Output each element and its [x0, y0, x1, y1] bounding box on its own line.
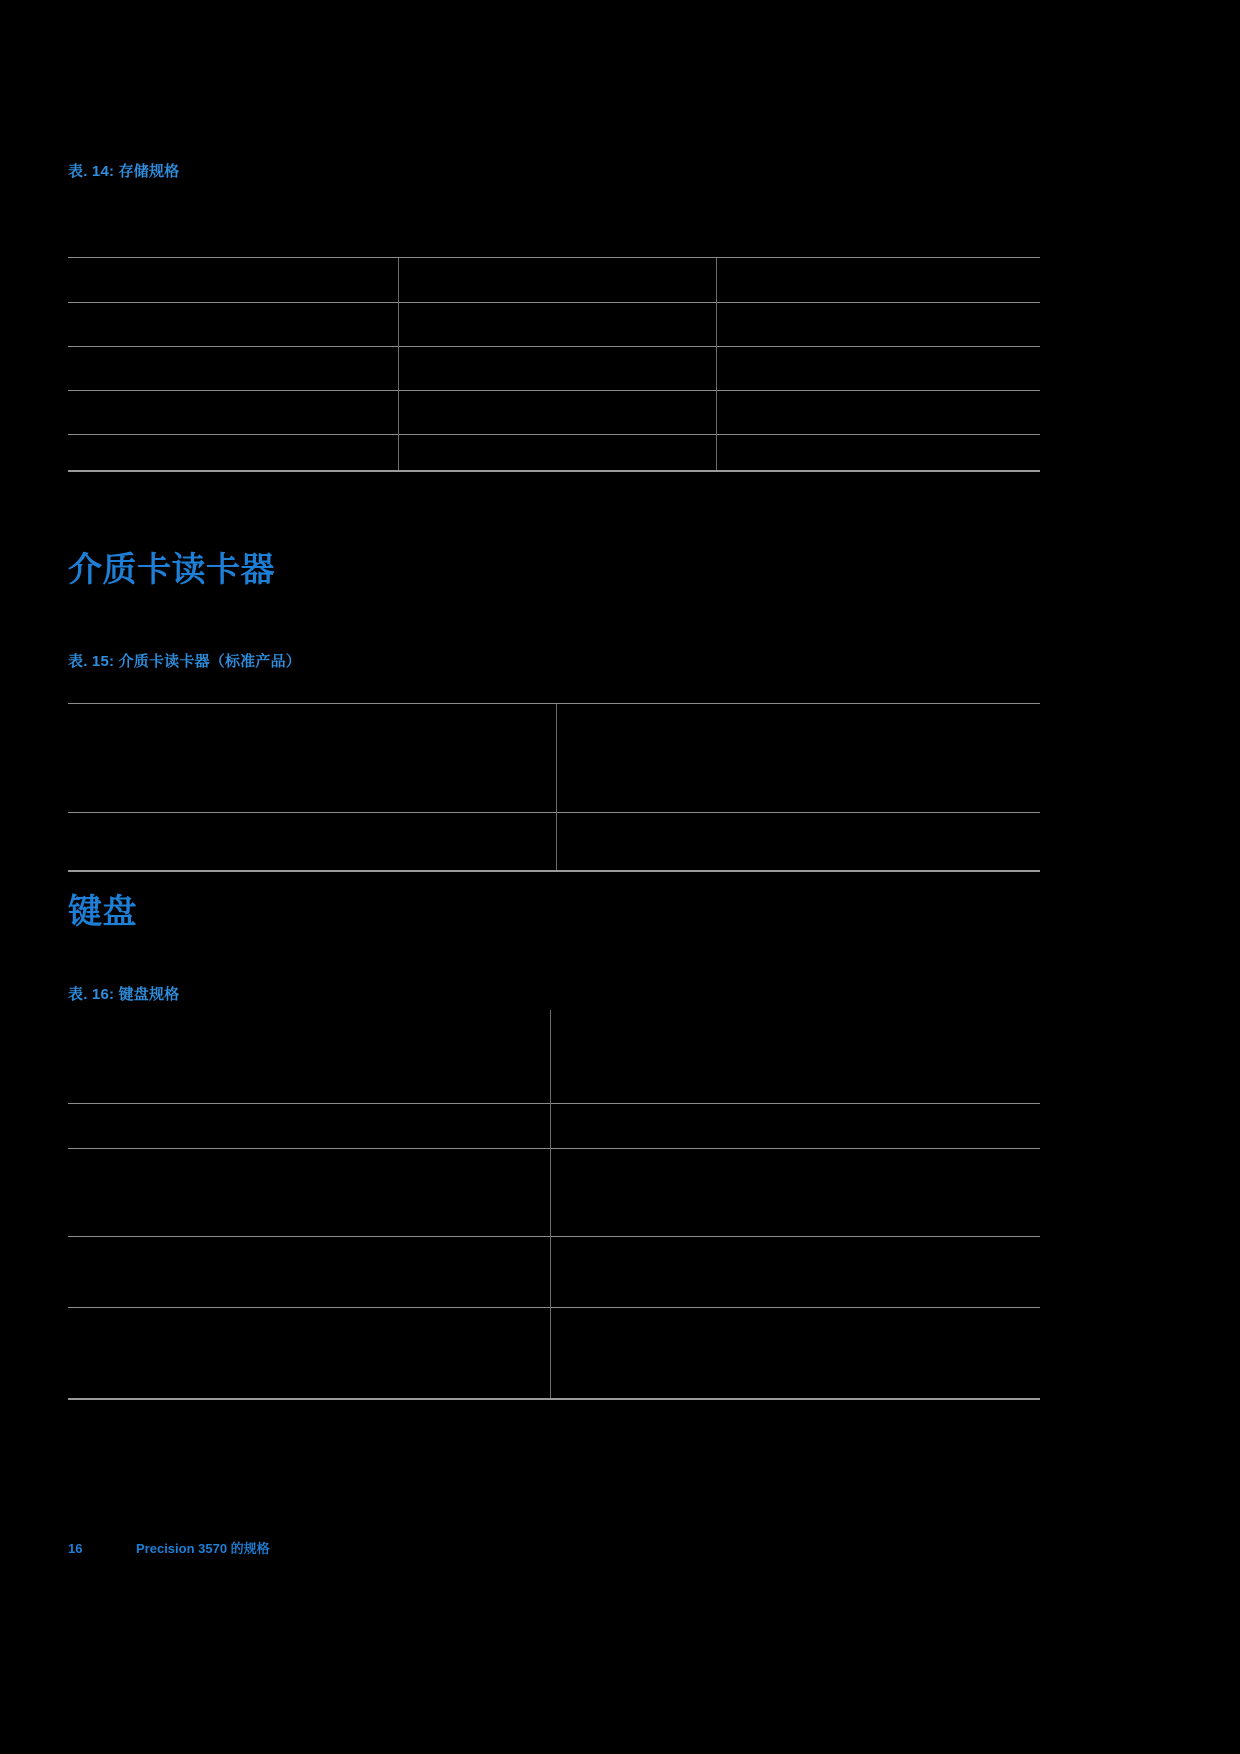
storage-table-rule [68, 434, 1040, 435]
keyboard-column-separator [550, 1010, 551, 1398]
storage-table-caption: 表. 14: 存储规格 [68, 163, 180, 180]
page-number: 16 [68, 1541, 83, 1556]
keyboard-heading: 键盘 [68, 893, 137, 931]
media-card-reader-table-rule-bottom [68, 870, 1040, 872]
media-card-reader-table-caption: 表. 15: 介质卡读卡器（标准产品） [68, 653, 301, 670]
keyboard-table-rule [68, 1103, 1040, 1104]
storage-column-separator [716, 258, 717, 470]
keyboard-table-rule [68, 1307, 1040, 1308]
keyboard-table-rule-bottom [68, 1398, 1040, 1400]
media-card-reader-table-rule [68, 703, 1040, 704]
footer-title: Precision 3570 的规格 [136, 1541, 270, 1556]
media-card-reader-heading: 介质卡读卡器 [68, 551, 275, 589]
storage-column-separator [398, 258, 399, 470]
storage-table-rule [68, 257, 1040, 258]
storage-section-panel [68, 118, 1040, 488]
keyboard-table-rule [68, 1148, 1040, 1149]
keyboard-section-panel [68, 938, 1040, 1398]
media-card-reader-table-rule [68, 812, 1040, 813]
storage-table-rule [68, 302, 1040, 303]
media-card-reader-column-separator [556, 704, 557, 870]
page-footer [68, 1538, 270, 1557]
storage-table-rule [68, 390, 1040, 391]
storage-table-rule-bottom [68, 470, 1040, 472]
storage-table-rule [68, 346, 1040, 347]
keyboard-table-caption: 表. 16: 键盘规格 [68, 986, 180, 1003]
keyboard-table-rule [68, 1236, 1040, 1237]
